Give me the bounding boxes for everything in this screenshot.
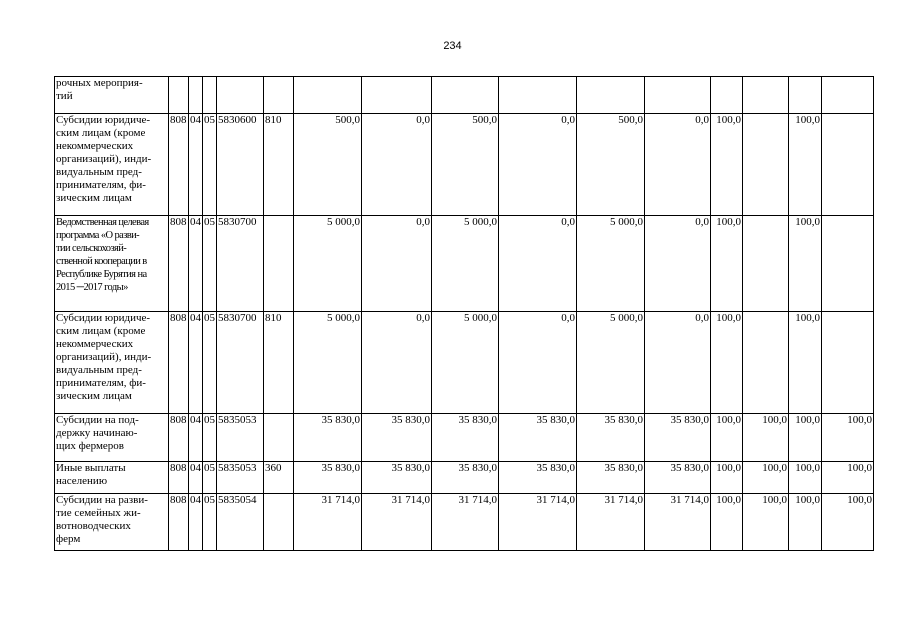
section-code-cell: 04 [189,414,203,462]
target-article-code-cell [217,77,264,114]
percent-3-cell [789,77,822,114]
value-6-cell: 35 830,0 [645,462,711,494]
value-4-cell: 35 830,0 [499,462,577,494]
table-row [55,494,874,551]
value-3-cell: 5 000,0 [432,312,499,414]
table-row [55,77,874,114]
grbs-code-cell: 808 [169,462,189,494]
subsection-code-cell: 05 [203,114,217,216]
value-5-cell: 500,0 [577,114,645,216]
percent-1-cell: 100,0 [711,216,743,312]
percent-4-cell [822,312,874,414]
expense-type-code-cell [264,494,294,551]
row-name-cell: Субсидии юридиче- ским лицам (кроме некоммерческих организаций), инди- видуальным пред- принимателям, фи- зическим лицам [55,114,169,216]
table-row [55,216,874,312]
value-6-cell: 0,0 [645,114,711,216]
section-code-cell: 04 [189,216,203,312]
target-article-code-cell: 5835054 [217,494,264,551]
value-5-cell [577,77,645,114]
target-article-code-cell: 5835053 [217,414,264,462]
percent-4-cell [822,114,874,216]
value-6-cell: 35 830,0 [645,414,711,462]
grbs-code-cell: 808 [169,216,189,312]
percent-2-cell: 100,0 [743,462,789,494]
value-4-cell: 35 830,0 [499,414,577,462]
row-name-cell: рочных мероприя- тий [55,77,169,114]
table-row [55,462,874,494]
value-1-cell: 5 000,0 [294,312,362,414]
row-name-cell: Ведомственная целевая программа «О разви- тии сельскохозяй- ственной кооперации в Республике Бурятия на 2015 ─2017 годы» [55,216,169,312]
subsection-code-cell: 05 [203,414,217,462]
expense-type-code-cell: 810 [264,114,294,216]
value-4-cell [499,77,577,114]
value-6-cell: 0,0 [645,216,711,312]
section-code-cell: 04 [189,114,203,216]
percent-2-cell [743,312,789,414]
expense-type-code-cell [264,216,294,312]
row-name-cell: Субсидии на разви- тие семейных жи- вотноводческих ферм [55,494,169,551]
value-1-cell: 500,0 [294,114,362,216]
percent-1-cell: 100,0 [711,312,743,414]
row-name-cell: Субсидии юридиче- ским лицам (кроме некоммерческих организаций), инди- видуальным пред- принимателям, фи- зическим лицам [55,312,169,414]
section-code-cell: 04 [189,494,203,551]
target-article-code-cell: 5830600 [217,114,264,216]
percent-4-cell: 100,0 [822,414,874,462]
row-name-cell: Иные выплаты населению [55,462,169,494]
value-2-cell [362,77,432,114]
row-name-cell: Субсидии на под- держку начинаю- щих фермеров [55,414,169,462]
value-5-cell: 31 714,0 [577,494,645,551]
value-5-cell: 35 830,0 [577,462,645,494]
value-6-cell: 31 714,0 [645,494,711,551]
budget-table [54,76,874,551]
value-6-cell [645,77,711,114]
value-4-cell: 31 714,0 [499,494,577,551]
percent-1-cell: 100,0 [711,462,743,494]
value-3-cell: 35 830,0 [432,414,499,462]
value-5-cell: 5 000,0 [577,216,645,312]
percent-3-cell: 100,0 [789,312,822,414]
expense-type-code-cell [264,414,294,462]
subsection-code-cell: 05 [203,494,217,551]
target-article-code-cell: 5835053 [217,462,264,494]
grbs-code-cell [169,77,189,114]
percent-2-cell [743,77,789,114]
target-article-code-cell: 5830700 [217,312,264,414]
percent-3-cell: 100,0 [789,114,822,216]
value-6-cell: 0,0 [645,312,711,414]
page-number: 234 [443,40,462,52]
value-3-cell: 31 714,0 [432,494,499,551]
subsection-code-cell: 05 [203,462,217,494]
value-2-cell: 0,0 [362,216,432,312]
subsection-code-cell: 05 [203,216,217,312]
value-3-cell: 5 000,0 [432,216,499,312]
percent-4-cell [822,77,874,114]
value-2-cell: 35 830,0 [362,462,432,494]
percent-3-cell: 100,0 [789,414,822,462]
value-2-cell: 31 714,0 [362,494,432,551]
subsection-code-cell [203,77,217,114]
value-2-cell: 0,0 [362,312,432,414]
grbs-code-cell: 808 [169,114,189,216]
percent-4-cell: 100,0 [822,462,874,494]
value-4-cell: 0,0 [499,114,577,216]
percent-3-cell: 100,0 [789,494,822,551]
value-1-cell: 35 830,0 [294,462,362,494]
value-3-cell [432,77,499,114]
percent-3-cell: 100,0 [789,462,822,494]
percent-2-cell [743,216,789,312]
value-4-cell: 0,0 [499,312,577,414]
percent-4-cell [822,216,874,312]
percent-2-cell [743,114,789,216]
section-code-cell [189,77,203,114]
value-4-cell: 0,0 [499,216,577,312]
table-row [55,414,874,462]
value-5-cell: 35 830,0 [577,414,645,462]
target-article-code-cell: 5830700 [217,216,264,312]
percent-1-cell [711,77,743,114]
value-3-cell: 35 830,0 [432,462,499,494]
table-row [55,312,874,414]
table-body [55,77,874,551]
percent-2-cell: 100,0 [743,494,789,551]
percent-3-cell: 100,0 [789,216,822,312]
value-3-cell: 500,0 [432,114,499,216]
expense-type-code-cell: 360 [264,462,294,494]
expense-type-code-cell: 810 [264,312,294,414]
table-row [55,114,874,216]
grbs-code-cell: 808 [169,494,189,551]
value-1-cell: 31 714,0 [294,494,362,551]
grbs-code-cell: 808 [169,414,189,462]
percent-1-cell: 100,0 [711,494,743,551]
section-code-cell: 04 [189,462,203,494]
percent-1-cell: 100,0 [711,114,743,216]
percent-2-cell: 100,0 [743,414,789,462]
expense-type-code-cell [264,77,294,114]
value-2-cell: 35 830,0 [362,414,432,462]
grbs-code-cell: 808 [169,312,189,414]
value-1-cell [294,77,362,114]
value-2-cell: 0,0 [362,114,432,216]
value-1-cell: 35 830,0 [294,414,362,462]
percent-4-cell: 100,0 [822,494,874,551]
value-1-cell: 5 000,0 [294,216,362,312]
section-code-cell: 04 [189,312,203,414]
value-5-cell: 5 000,0 [577,312,645,414]
percent-1-cell: 100,0 [711,414,743,462]
subsection-code-cell: 05 [203,312,217,414]
